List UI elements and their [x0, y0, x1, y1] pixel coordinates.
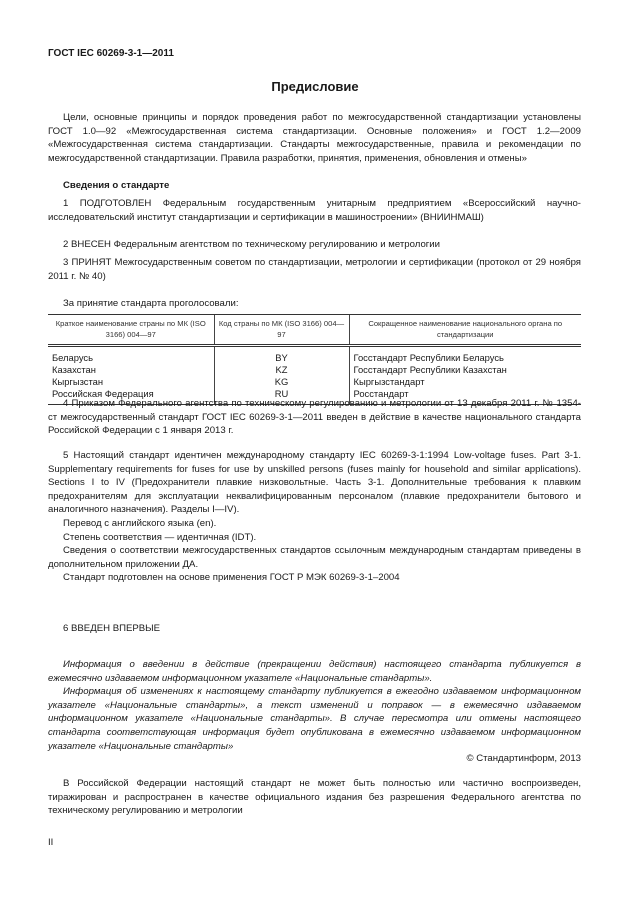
table-header-row — [48, 315, 581, 346]
column-header-code: Код страны по МК (ISO 3166) 004—97 — [214, 315, 349, 346]
notice-changes: Информация об изменениях к настоящему стандарту публикуется в ежегодно издаваемом информационном указателе «Национальные стандарты», а текст изменений и поправок — в ежемесячно издаваемом информационном указателе «Национальные стандарты». В случае пересмотра или отмены настоящего стандарта соответствующая информация будет опубликована в ежемесячно издаваемом информационном указателе «Национальные стандарты» — [48, 686, 581, 752]
cell-code: RU — [214, 388, 349, 404]
table-row — [48, 376, 581, 388]
table-row — [48, 364, 581, 376]
column-header-country: Краткое наименование страны по МК (ISO 3166) 004—97 — [48, 315, 214, 346]
item-5-degree: Степень соответствия — идентичная (IDT). — [63, 531, 257, 543]
voted-label: За принятие стандарта проголосовали: — [63, 298, 239, 309]
info-heading-wrap — [48, 179, 581, 193]
page-number: II — [48, 837, 54, 848]
cell-country: Казахстан — [52, 364, 96, 375]
cell-code: BY — [214, 346, 349, 365]
cell-body: Росстандарт — [349, 388, 581, 404]
copyright: © Стандартинформ, 2013 — [466, 753, 581, 764]
page-title: Предисловие — [271, 79, 359, 94]
cell-body: Госстандарт Республики Беларусь — [349, 346, 581, 365]
notice-section — [48, 658, 581, 753]
cell-country: Беларусь — [52, 352, 94, 363]
countries-table — [48, 314, 581, 405]
rights-notice: В Российской Федерации настоящий стандарт не может быть полностью или частично воспроизведен, тиражирован и распространен в качестве официального издания без разрешения Федерального агентства по техническому регулированию и метрологии — [48, 778, 581, 817]
item-2: 2 ВНЕСЕН Федеральным агентством по техническому регулированию и метрологии — [63, 239, 441, 250]
cell-country: Российская Федерация — [52, 388, 154, 399]
info-heading: Сведения о стандарте — [63, 180, 170, 191]
item-5-references: Сведения о соответствии межгосударственных стандартов ссылочным международным стандартам приведены в дополнительном приложении ДА. — [48, 545, 581, 570]
document-header: ГОСТ IEC 60269-3-1—2011 — [48, 48, 174, 59]
notice-introduction: Информация о введении в действие (прекращении действия) настоящего стандарта публикуется в ежемесячно издаваемом информационном указателе «Национальные стандарты». — [48, 659, 581, 684]
item-3: 3 ПРИНЯТ Межгосударственным советом по стандартизации, метрологии и сертификации (протокол от 29 ноября 2011 г. № 40) — [48, 257, 581, 282]
cell-body: Кыргызстандарт — [349, 376, 581, 388]
cell-country: Кыргызстан — [52, 376, 104, 387]
column-header-body: Сокращенное наименование национального органа по стандартизации — [349, 315, 581, 346]
cell-code: KZ — [214, 364, 349, 376]
item-5-section — [48, 449, 581, 585]
item-4: 4 Приказом Федерального агентства по техническому регулированию и метрологии от 13 декабря 2011 г. № 1354-ст межгосударственный стандарт ГОСТ IEC 60269-3-1—2011 введен в действие в качестве национального стандарта Российской Федерации с 1 января 2013 г. — [48, 398, 581, 437]
item-5-translation: Перевод с английского языка (en). — [63, 517, 217, 529]
cell-code: KG — [214, 376, 349, 388]
item-5: 5 Настоящий стандарт идентичен международному стандарту IEC 60269-3-1:1994 Low-voltage fuses. Part 3-1. Supplementary requirements for fuses for use by unskilled persons (fuses mainly for household and similar applications). Sections I to IV (Предохранители плавкие низковольтные. Часть 3-1. Дополнительные требования к плавким предохранителям для эксплуатации неквалифицированным персоналом (плавкие предохранители бытового и аналогичного назначения). Разделы I—IV). — [48, 450, 581, 516]
intro-paragraph: Цели, основные принципы и порядок проведения работ по межгосударственной стандартизации установлены ГОСТ 1.0—92 «Межгосударственная система стандартизации. Основные положения» и ГОСТ 1.2—2009 «Межгосударственная система стандартизации. Стандарты межгосударственные, правила и рекомендации по межгосударственной стандартизации. Правила разработки, принятия, применения, обновления и отмены» — [48, 112, 581, 164]
item-6: 6 ВВЕДЕН ВПЕРВЫЕ — [63, 623, 161, 634]
item-5-basis: Стандарт подготовлен на основе применения ГОСТ Р МЭК 60269-3-1–2004 — [63, 572, 400, 584]
table-row — [48, 346, 581, 365]
intro-section — [48, 111, 581, 165]
cell-body: Госстандарт Республики Казахстан — [349, 364, 581, 376]
item-1: 1 ПОДГОТОВЛЕН Федеральным государственным унитарным предприятием «Всероссийский научно-исследовательский институт стандартизации и сертификации в машиностроении» (ВНИИНМАШ) — [48, 198, 581, 223]
